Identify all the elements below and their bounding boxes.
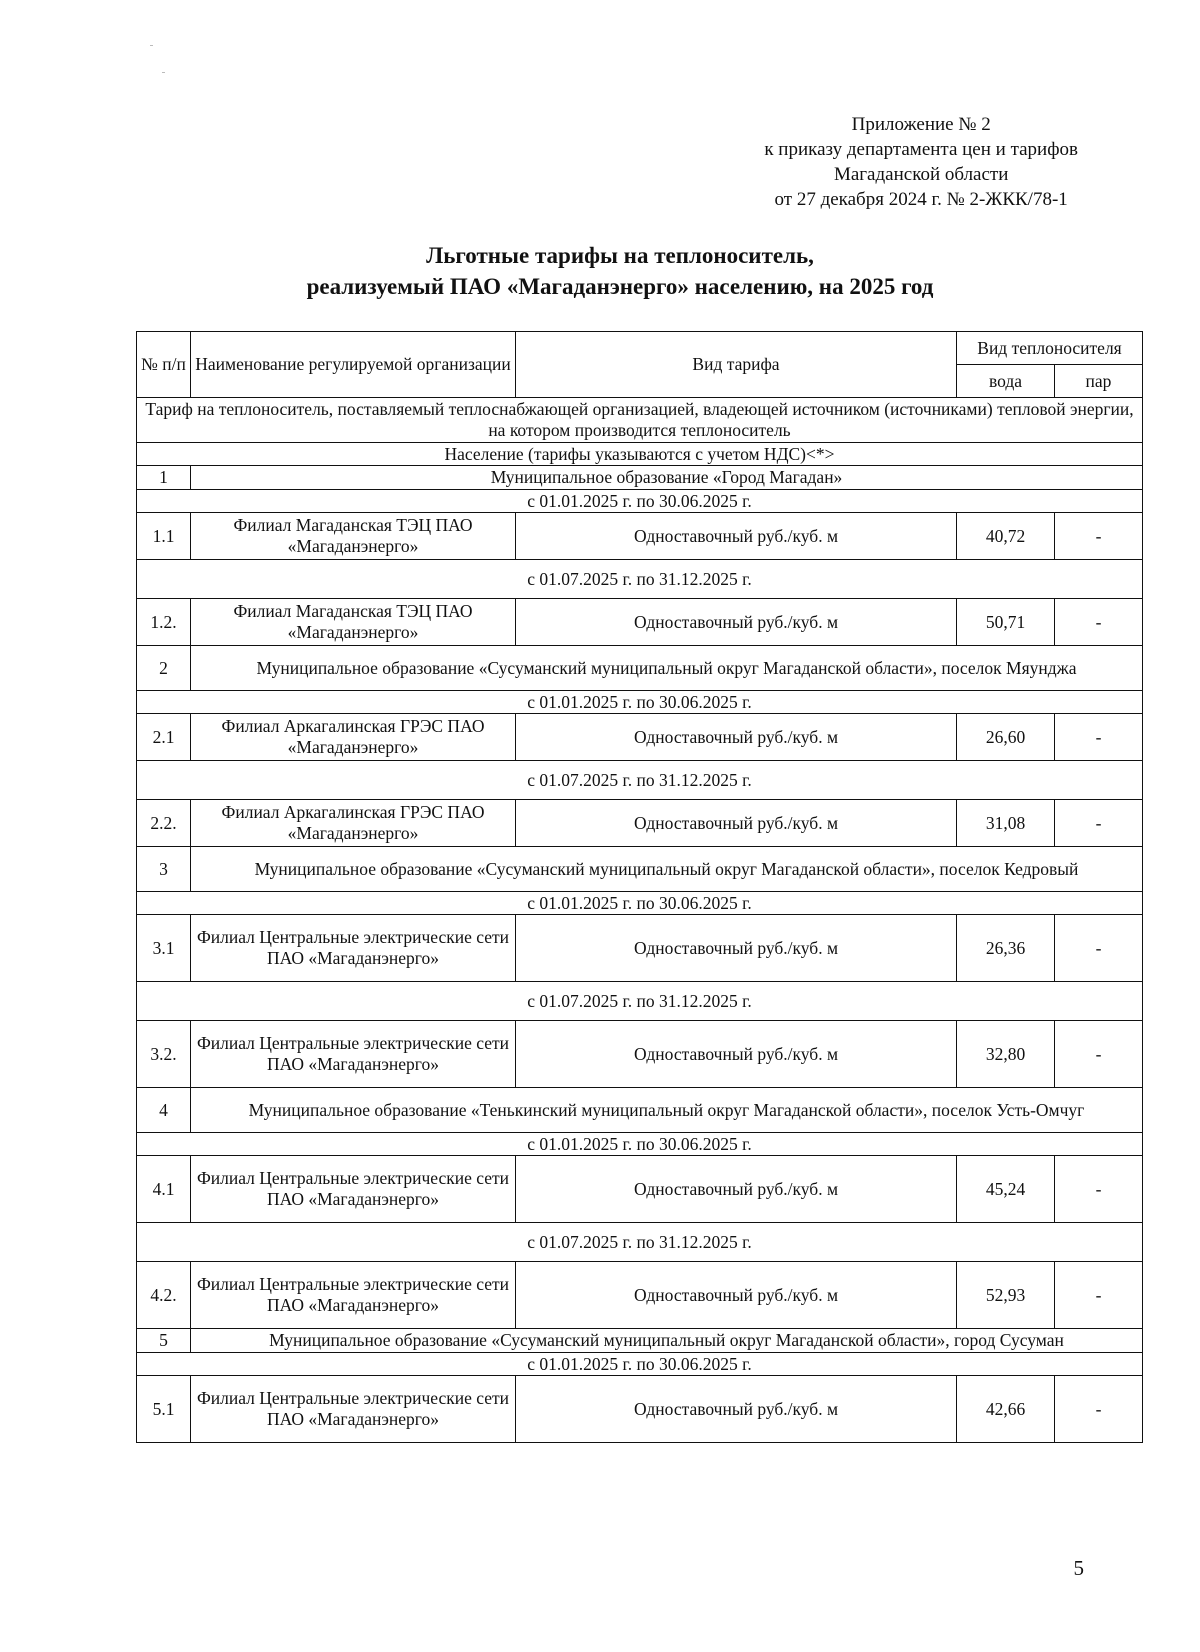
municipality-name: Муниципальное образование «Сусуманский муниципальный округ Магаданской области», город Сусуман — [191, 1329, 1143, 1353]
municipality-num: 3 — [137, 847, 191, 892]
row-org: Филиал Магаданская ТЭЦ ПАО «Магаданэнерго» — [191, 513, 516, 560]
municipality-num: 4 — [137, 1088, 191, 1133]
header-org: Наименование регулируемой организации — [191, 332, 516, 398]
row-num: 3.1 — [137, 915, 191, 982]
row-tariff-type: Одноставочный руб./куб. м — [516, 800, 957, 847]
municipality-name: Муниципальное образование «Город Магадан» — [191, 466, 1143, 490]
municipality-row — [137, 646, 1143, 691]
row-num: 4.1 — [137, 1156, 191, 1223]
period-row — [137, 982, 1143, 1021]
municipality-name: Муниципальное образование «Сусуманский муниципальный округ Магаданской области», поселок Мяунджа — [191, 646, 1143, 691]
row-water-value: 52,93 — [957, 1262, 1055, 1329]
row-org: Филиал Центральные электрические сети ПАО «Магаданэнерго» — [191, 1376, 516, 1443]
municipality-row — [137, 847, 1143, 892]
period-row — [137, 490, 1143, 513]
table-row — [137, 513, 1143, 560]
population-text: Население (тарифы указываются с учетом НДС)<*> — [137, 443, 1143, 466]
period-row — [137, 560, 1143, 599]
row-water-value: 45,24 — [957, 1156, 1055, 1223]
municipality-name: Муниципальное образование «Тенькинский муниципальный округ Магаданской области», поселок Усть-Омчуг — [191, 1088, 1143, 1133]
row-tariff-type: Одноставочный руб./куб. м — [516, 1376, 957, 1443]
page-number: 5 — [1073, 1556, 1084, 1580]
municipality-num: 1 — [137, 466, 191, 490]
table-row — [137, 915, 1143, 982]
table-row — [137, 714, 1143, 761]
row-num: 3.2. — [137, 1021, 191, 1088]
period-row — [137, 691, 1143, 714]
row-num: 2.2. — [137, 800, 191, 847]
row-org: Филиал Аркагалинская ГРЭС ПАО «Магаданэнерго» — [191, 800, 516, 847]
appendix-line: Магаданской области — [833, 164, 1009, 185]
row-tariff-type: Одноставочный руб./куб. м — [516, 1262, 957, 1329]
row-steam-value: - — [1055, 513, 1143, 560]
table-row — [137, 1021, 1143, 1088]
row-steam-value: - — [1055, 1262, 1143, 1329]
row-steam-value: - — [1055, 599, 1143, 646]
population-row — [137, 443, 1143, 466]
row-org: Филиал Магаданская ТЭЦ ПАО «Магаданэнерго» — [191, 599, 516, 646]
table-row — [137, 599, 1143, 646]
row-org: Филиал Центральные электрические сети ПАО «Магаданэнерго» — [191, 1156, 516, 1223]
row-water-value: 40,72 — [957, 513, 1055, 560]
appendix-line: от 27 декабря 2024 г. № 2-ЖКК/78-1 — [774, 189, 1068, 210]
row-steam-value: - — [1055, 1376, 1143, 1443]
period-text: с 01.01.2025 г. по 30.06.2025 г. — [137, 892, 1143, 915]
row-steam-value: - — [1055, 800, 1143, 847]
header-carrier: Вид теплоносителя — [957, 332, 1143, 365]
row-steam-value: - — [1055, 714, 1143, 761]
row-tariff-type: Одноставочный руб./куб. м — [516, 1021, 957, 1088]
row-num: 5.1 — [137, 1376, 191, 1443]
period-text: с 01.07.2025 г. по 31.12.2025 г. — [137, 761, 1143, 800]
row-org: Филиал Центральные электрические сети ПАО «Магаданэнерго» — [191, 1021, 516, 1088]
document-title — [150, 240, 1090, 302]
header-tariff-type: Вид тарифа — [516, 332, 957, 398]
header-water: вода — [957, 365, 1055, 398]
period-text: с 01.01.2025 г. по 30.06.2025 г. — [137, 1353, 1143, 1376]
period-text: с 01.01.2025 г. по 30.06.2025 г. — [137, 691, 1143, 714]
row-water-value: 26,36 — [957, 915, 1055, 982]
table-row — [137, 800, 1143, 847]
scan-speck — [162, 72, 165, 73]
row-tariff-type: Одноставочный руб./куб. м — [516, 513, 957, 560]
title-line: реализуемый ПАО «Магаданэнерго» населению, на 2025 год — [306, 274, 934, 299]
row-org: Филиал Центральные электрические сети ПАО «Магаданэнерго» — [191, 915, 516, 982]
municipality-row — [137, 1088, 1143, 1133]
table-row — [137, 1376, 1143, 1443]
period-row — [137, 892, 1143, 915]
period-text: с 01.07.2025 г. по 31.12.2025 г. — [137, 982, 1143, 1021]
table-row — [137, 1262, 1143, 1329]
row-org: Филиал Аркагалинская ГРЭС ПАО «Магаданэнерго» — [191, 714, 516, 761]
appendix-line: к приказу департамента цен и тарифов — [764, 139, 1078, 160]
municipality-row — [137, 1329, 1143, 1353]
municipality-num: 2 — [137, 646, 191, 691]
row-tariff-type: Одноставочный руб./куб. м — [516, 915, 957, 982]
period-text: с 01.07.2025 г. по 31.12.2025 г. — [137, 560, 1143, 599]
municipality-num: 5 — [137, 1329, 191, 1353]
row-org: Филиал Центральные электрические сети ПАО «Магаданэнерго» — [191, 1262, 516, 1329]
period-text: с 01.01.2025 г. по 30.06.2025 г. — [137, 1133, 1143, 1156]
table-row — [137, 1156, 1143, 1223]
municipality-name: Муниципальное образование «Сусуманский муниципальный округ Магаданской области», поселок Кедровый — [191, 847, 1143, 892]
period-row — [137, 1353, 1143, 1376]
period-row — [137, 1133, 1143, 1156]
row-tariff-type: Одноставочный руб./куб. м — [516, 714, 957, 761]
row-tariff-type: Одноставочный руб./куб. м — [516, 599, 957, 646]
header-row — [137, 332, 1143, 365]
scan-speck — [150, 45, 153, 46]
row-num: 2.1 — [137, 714, 191, 761]
appendix-line: Приложение № 2 — [851, 114, 991, 135]
title-line: Льготные тарифы на теплоноситель, — [426, 243, 814, 268]
appendix-header — [764, 112, 1078, 212]
row-num: 1.1 — [137, 513, 191, 560]
municipality-row — [137, 466, 1143, 490]
row-water-value: 50,71 — [957, 599, 1055, 646]
row-steam-value: - — [1055, 915, 1143, 982]
intro-text: Тариф на теплоноситель, поставляемый теплоснабжающей организацией, владеющей источником (источниками) тепловой энергии, на котором производится теплоноситель — [137, 398, 1143, 443]
period-text: с 01.07.2025 г. по 31.12.2025 г. — [137, 1223, 1143, 1262]
row-water-value: 32,80 — [957, 1021, 1055, 1088]
row-steam-value: - — [1055, 1021, 1143, 1088]
row-num: 1.2. — [137, 599, 191, 646]
period-row — [137, 761, 1143, 800]
row-water-value: 26,60 — [957, 714, 1055, 761]
row-tariff-type: Одноставочный руб./куб. м — [516, 1156, 957, 1223]
tariff-table — [136, 331, 1143, 1443]
period-text: с 01.01.2025 г. по 30.06.2025 г. — [137, 490, 1143, 513]
intro-row — [137, 398, 1143, 443]
row-water-value: 42,66 — [957, 1376, 1055, 1443]
period-row — [137, 1223, 1143, 1262]
row-water-value: 31,08 — [957, 800, 1055, 847]
row-num: 4.2. — [137, 1262, 191, 1329]
header-steam: пар — [1055, 365, 1143, 398]
header-num: № п/п — [137, 332, 191, 398]
row-steam-value: - — [1055, 1156, 1143, 1223]
